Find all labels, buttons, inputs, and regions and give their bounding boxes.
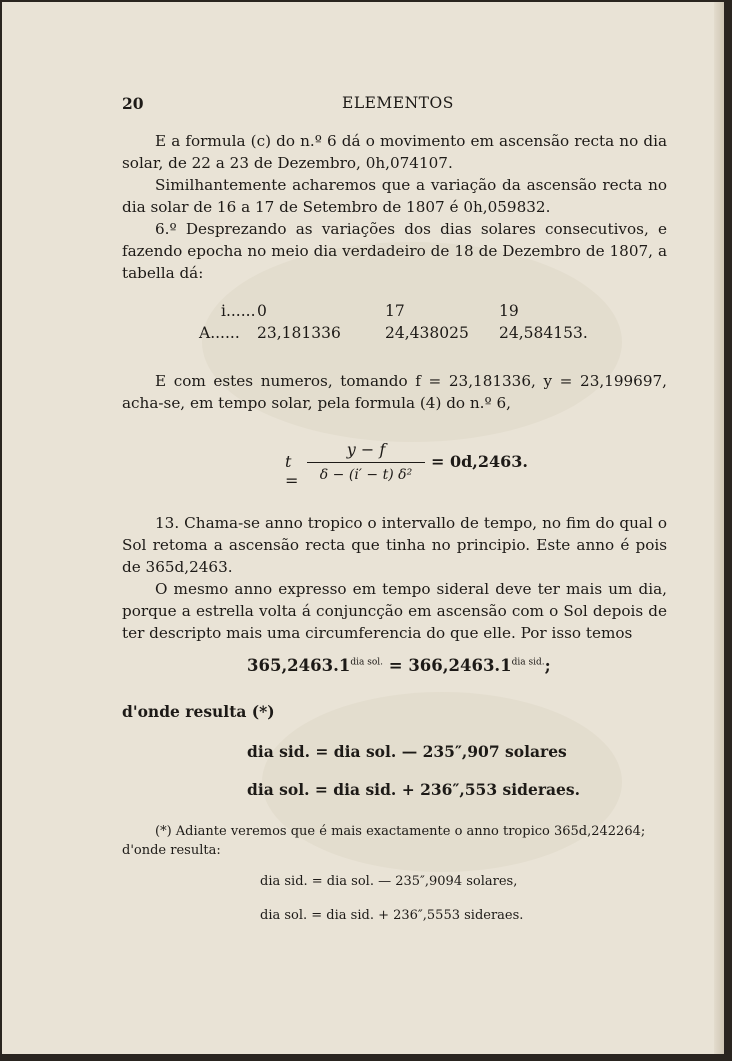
donde-resulta: d'onde resulta (*) [122, 702, 275, 721]
table-cell: 0 [257, 302, 267, 320]
table-cell: 17 [385, 302, 405, 320]
table-cell: A...... [199, 324, 240, 342]
running-title: ELEMENTOS [342, 94, 454, 112]
table-row [199, 322, 619, 344]
paragraph-numbers [122, 370, 667, 414]
table-cell: 23,181336 [257, 324, 341, 342]
equation-part: ; [544, 656, 551, 675]
footnote-text: (*) Adiante veremos que é mais exactamente o anno tropico 365d,242264; d'onde resulta: [122, 824, 646, 858]
formula-lhs: t = [285, 452, 299, 490]
table-cell: 19 [499, 302, 519, 320]
formula-rhs: = 0d,2463. [431, 452, 528, 471]
table-cell: 24,438025 [385, 324, 469, 342]
section-13 [122, 512, 667, 644]
equation-sol: dia sol. = dia sid. + 236″,553 sideraes. [247, 780, 581, 799]
equation-part: 365,2463.1 [247, 656, 351, 675]
table-row [199, 300, 619, 322]
paragraph-section-13: 13. Chama-se anno tropico o intervallo de tempo, no fim do qual o Sol retoma a ascensão recta que tinha no principio. Este anno é pois de 365d,2463. [122, 514, 667, 576]
formula-numerator: y − f [346, 440, 386, 459]
page-header [122, 94, 654, 116]
paragraph: Similhantemente acharemos que a variação da ascensão recta no dia solar de 16 a 17 de Setembro de 1807 é 0h,059832. [122, 176, 667, 216]
fraction-bar [307, 462, 425, 463]
book-page [2, 2, 724, 1054]
equation-year [247, 656, 551, 675]
page-number: 20 [122, 94, 144, 113]
page-edge [714, 2, 724, 1054]
intro-paragraphs [122, 130, 667, 284]
formula-fraction [307, 440, 425, 485]
table-cell: i...... [221, 302, 256, 320]
data-table [199, 300, 619, 344]
paragraph-item-6: 6.º Desprezando as variações dos dias solares consecutivos, e fazendo epocha no meio dia verdadeiro de 18 de Dezembro de 1807, a tabella dá: [122, 220, 667, 282]
paragraph: E com estes numeros, tomando f = 23,181336, y = 23,199697, acha-se, em tempo solar, pela formula (4) do n.º 6, [122, 372, 667, 412]
equation-superscript: dia sol. [350, 657, 383, 668]
equation-part: = 366,2463.1 [383, 656, 512, 675]
equation-superscript: dia sid. [511, 657, 545, 668]
table-cell: 24,584153. [499, 324, 588, 342]
footnote [122, 822, 667, 860]
footnote-line: dia sid. = dia sol. — 235″,9094 solares, [260, 874, 518, 889]
footnote-line: dia sol. = dia sid. + 236″,5553 sideraes. [260, 908, 524, 923]
paragraph: O mesmo anno expresso em tempo sideral deve ter mais um dia, porque a estrella volta á conjuncção em ascensão com o Sol depois de ter descripto mais uma circumferencia do que elle. Por isso temos [122, 580, 667, 642]
formula-denominator: δ − (i′ − t) δ² [319, 467, 413, 483]
paragraph: E a formula (c) do n.º 6 dá o movimento em ascensão recta no dia solar, de 22 a 23 de Dezembro, 0h,074107. [122, 132, 667, 172]
equation-sid: dia sid. = dia sol. — 235″,907 solares [247, 742, 567, 761]
